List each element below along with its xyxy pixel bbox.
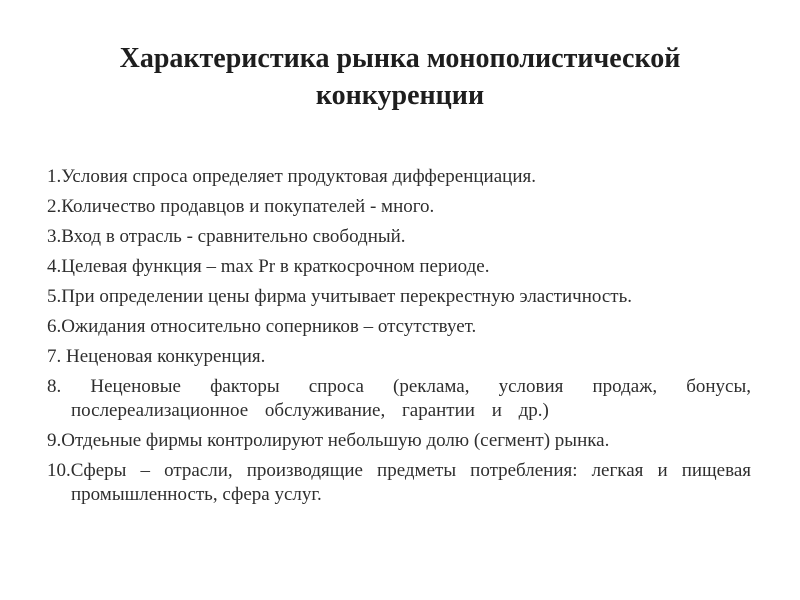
list-item-1: 1.Условия спроса определяет продуктовая дифференциация. (47, 166, 536, 187)
list-item-2: 2.Количество продавцов и покупателей - много. (47, 196, 435, 217)
list-item-9: 9.Отдеьные фирмы контролируют небольшую долю (сегмент) рынка. (47, 430, 610, 451)
list-item-3: 3.Вход в отрасль - сравнительно свободный. (47, 226, 406, 247)
list-item-4: 4.Целевая функция – max Pr в краткосрочном периоде. (47, 256, 490, 277)
list-item-10: 10.Сферы – отрасли, производящие предметы потребления: легкая и пищевая промышленность, сфера услуг. (47, 460, 751, 505)
list-item-7: 7. Неценовая конкуренция. (47, 346, 266, 367)
slide-title: Характеристика рынка монополистической конкуренции (119, 43, 681, 111)
list-item-8: 8. Неценовые факторы спроса (реклама, условия продаж, бонусы, послереализационное обслуживание, гарантии и др.) (47, 376, 751, 421)
characteristics-list (47, 165, 751, 513)
list-item-6: 6.Ожидания относительно соперников – отсутствует. (47, 316, 477, 337)
list-item-5: 5.При определении цены фирма учитывает перекрестную эластичность. (47, 286, 632, 307)
